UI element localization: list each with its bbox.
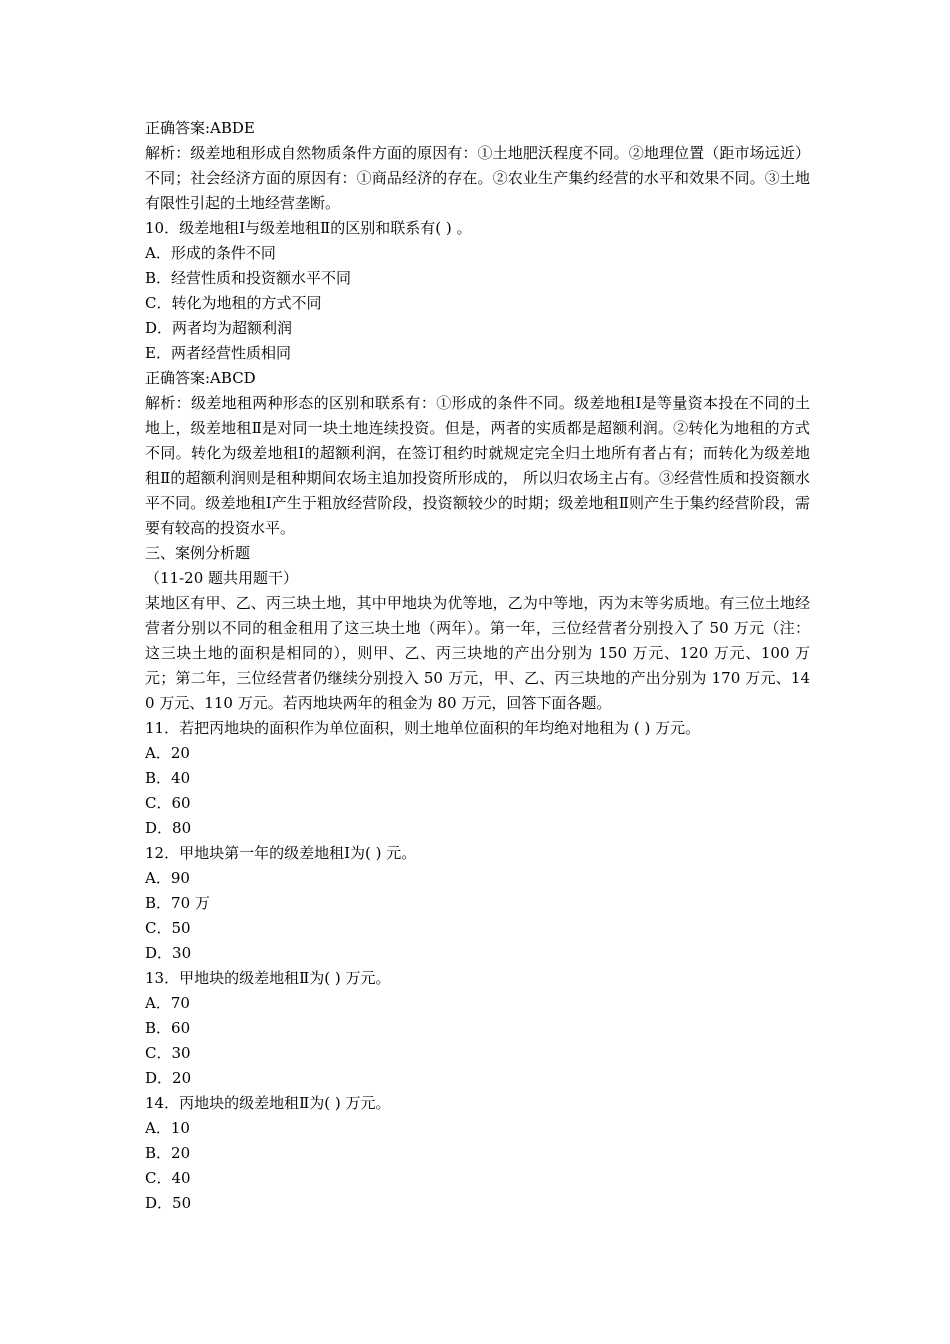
q11-option-a: A．20 <box>145 744 190 762</box>
shared-stem-note: （11-20 题共用题干） <box>145 569 299 587</box>
q9-analysis: 解析：级差地租形成自然物质条件方面的原因有：①土地肥沃程度不同。②地理位置（距市场远近）不同；社会经济方面的原因有：①商品经济的存在。②农业生产集约经营的水平和效果不同。③土地有限性引起的土地经营垄断。 <box>145 144 810 212</box>
q14-option-c: C．40 <box>145 1169 191 1187</box>
q11-option-c: C．60 <box>145 794 191 812</box>
q12-option-b: B．70 万 <box>145 894 210 912</box>
q14-option-d: D．50 <box>145 1194 192 1212</box>
q13-option-c: C．30 <box>145 1044 191 1062</box>
q12-stem: 12．甲地块第一年的级差地租Ⅰ为( ) 元。 <box>145 844 417 862</box>
q12-option-c: C．50 <box>145 919 191 937</box>
q10-analysis: 解析：级差地租两种形态的区别和联系有：①形成的条件不同。级差地租Ⅰ是等量资本投在不同的土地上，级差地租Ⅱ是对同一块土地连续投资。但是，两者的实质都是超额利润。②转化为地租的方式不同。转化为级差地租Ⅰ的超额利润，在签订租约时就规定完全归土地所有者占有；而转化为级差地租Ⅱ的超额利润则是租种期间农场主追加投资所形成的， 所以归农场主占有。③经营性质和投资额水平不同。级差地租Ⅰ产生于粗放经营阶段，投资额较少的时期；级差地租Ⅱ则产生于集约经营阶段，需要有较高的投资水平。 <box>145 394 810 537</box>
q10-answer: 正确答案:ABCD <box>145 369 256 387</box>
q10-option-c: C．转化为地租的方式不同 <box>145 294 322 312</box>
q14-stem: 14．丙地块的级差地租Ⅱ为( ) 万元。 <box>145 1094 391 1112</box>
document-page <box>145 116 810 1216</box>
q13-stem: 13．甲地块的级差地租Ⅱ为( ) 万元。 <box>145 969 391 987</box>
q13-option-a: A．70 <box>145 994 190 1012</box>
section-title: 三、案例分析题 <box>145 544 251 562</box>
q14-option-b: B．20 <box>145 1144 191 1162</box>
q12-option-d: D．30 <box>145 944 192 962</box>
q11-option-d: D．80 <box>145 819 192 837</box>
q10-option-b: B．经营性质和投资额水平不同 <box>145 269 352 287</box>
q13-option-d: D．20 <box>145 1069 192 1087</box>
q10-stem: 10．级差地租Ⅰ与级差地租Ⅱ的区别和联系有( ) 。 <box>145 219 472 237</box>
q10-option-d: D．两者均为超额利润 <box>145 319 293 337</box>
q10-option-e: E．两者经营性质相同 <box>145 344 291 362</box>
q14-option-a: A．10 <box>145 1119 190 1137</box>
q11-stem: 11．若把丙地块的面积作为单位面积，则土地单位面积的年均绝对地租为 ( ) 万元。 <box>145 719 701 737</box>
q9-answer: 正确答案:ABDE <box>145 119 255 137</box>
q12-option-a: A．90 <box>145 869 190 887</box>
q10-option-a: A．形成的条件不同 <box>145 244 276 262</box>
case-text: 某地区有甲、乙、丙三块土地，其中甲地块为优等地，乙为中等地，丙为末等劣质地。有三位土地经营者分别以不同的租金租用了这三块土地（两年）。第一年，三位经营者分别投入了 50 万元（注：这三块土地的面积是相同的），则甲、乙、丙三块地的产出分别为 150 万元、120 万元、100 万元；第二年，三位经营者仍继续分别投入 50 万元，甲、乙、丙三块地的产出分别为 170 万元、140 万元、110 万元。若丙地块两年的租金为 80 万元，回答下面各题。 <box>145 594 810 712</box>
q13-option-b: B．60 <box>145 1019 191 1037</box>
q11-option-b: B．40 <box>145 769 191 787</box>
